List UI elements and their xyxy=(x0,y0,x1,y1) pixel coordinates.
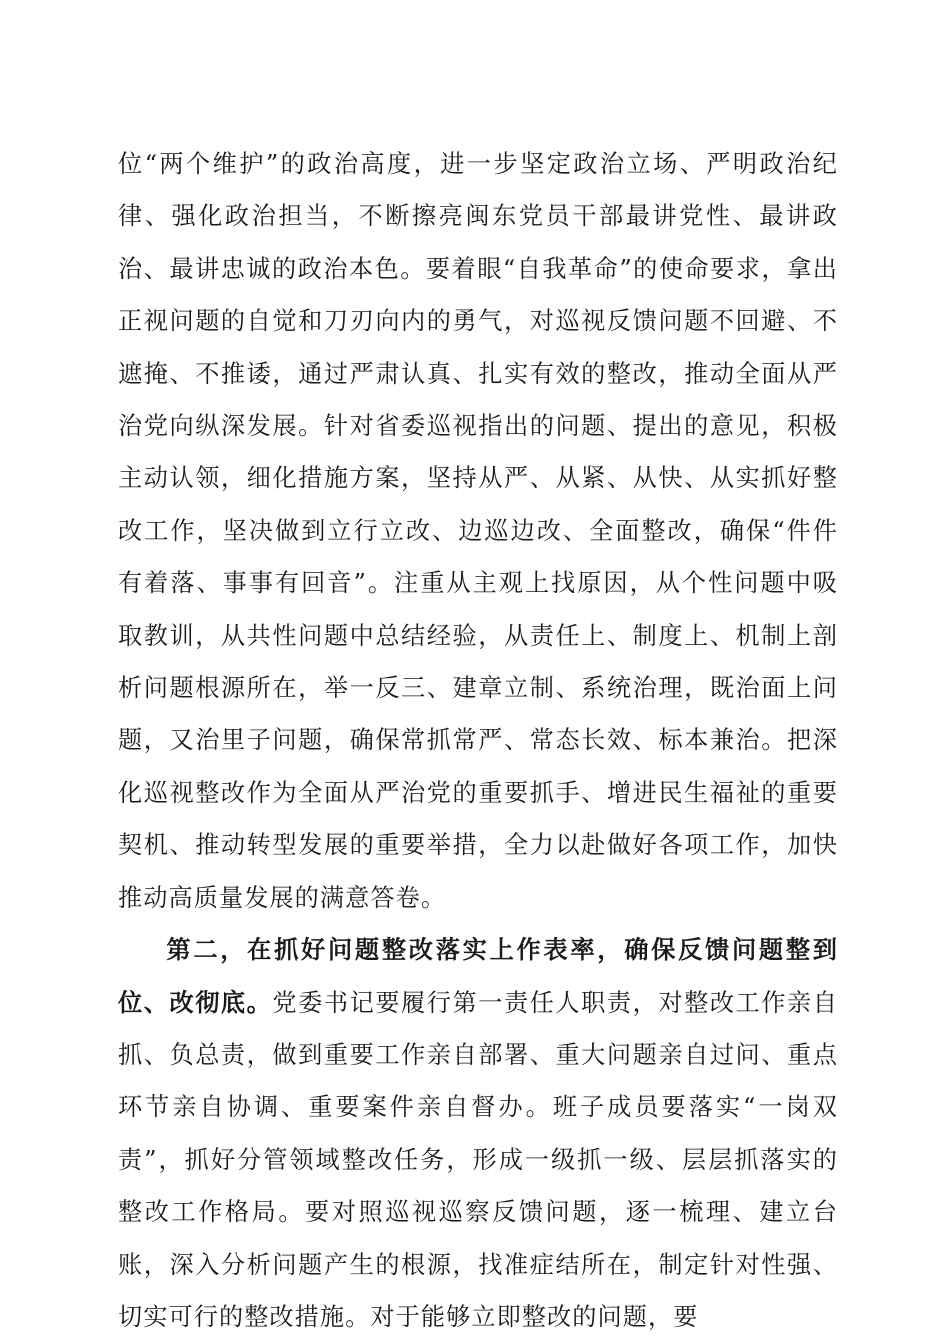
paragraph-body-text: 党委书记要履行第一责任人职责，对整改工作亲自抓、负总责，做到重要工作亲自部署、重大问题亲自过问、重点环节亲自协调、重要案件亲自督办。班子成员要落实“一岗双责”，抓好分管领域整改任务，形成一级抓一级、层层抓落实的整改工作格局。要对照巡视巡察反馈问题，逐一梳理、建立台账，深入分析问题产生的根源，找准症结所在，制定针对性强、切实可行的整改措施。对于能够立即整改的问题，要 xyxy=(118,988,838,1331)
paragraph-lead-heading: 第二，在抓好问题整改落实上作表率，确保反馈问题整到位、改彻底。 xyxy=(118,935,838,1017)
document-body xyxy=(118,138,838,1343)
paragraph-second-point xyxy=(118,924,838,1343)
paragraph-continued: 位“两个维护”的政治高度，进一步坚定政治立场、严明政治纪律、强化政治担当，不断擦亮闽东党员干部最讲党性、最讲政治、最讲忠诚的政治本色。要着眼“自我革命”的使命要求，拿出正视问题的自觉和刀刃向内的勇气，对巡视反馈问题不回避、不遮掩、不推诿，通过严肃认真、扎实有效的整改，推动全面从严治党向纵深发展。针对省委巡视指出的问题、提出的意见，积极主动认领，细化措施方案，坚持从严、从紧、从快、从实抓好整改工作，坚决做到立行立改、边巡边改、全面整改，确保“件件有着落、事事有回音”。注重从主观上找原因，从个性问题中吸取教训，从共性问题中总结经验，从责任上、制度上、机制上剖析问题根源所在，举一反三、建章立制、系统治理，既治面上问题，又治里子问题，确保常抓常严、常态长效、标本兼治。把深化巡视整改作为全面从严治党的重要抓手、增进民生福祉的重要契机、推动转型发展的重要举措，全力以赴做好各项工作，加快推动高质量发展的满意答卷。 xyxy=(118,150,838,912)
